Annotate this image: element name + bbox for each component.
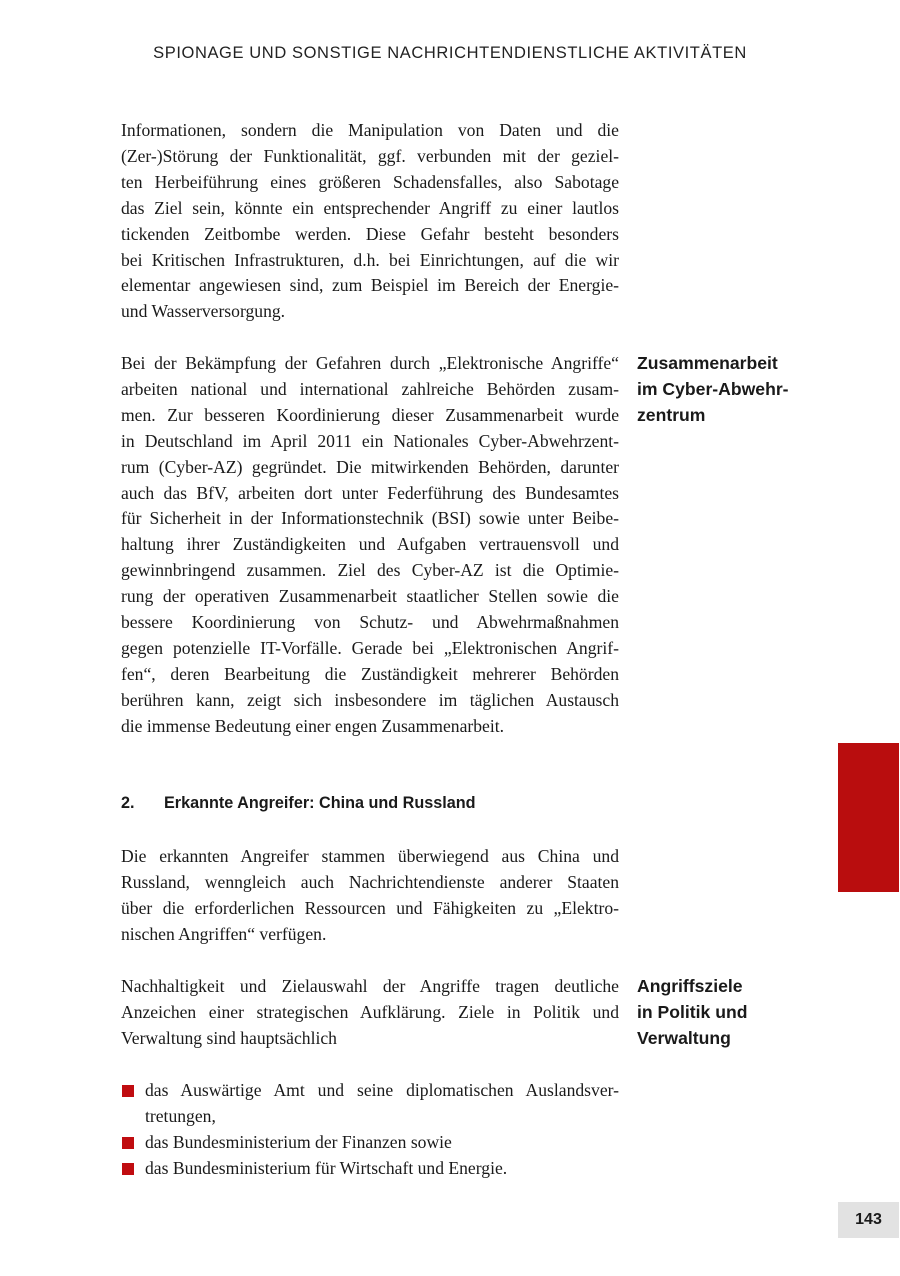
red-square-bullet-icon [122, 1137, 134, 1149]
paragraph-1: Informationen, sondern die Manipulation von Daten und die (Zer-)Störung der Funktionalität, ggf. verbunden mit der geziel- ten Herbeiführung eines größeren Schadensfalles, also Sabotage das Ziel sein, könnte ein entsprechender Angriff zu einer lautlos tickenden Zeitbombe werden. Diese Gefahr besteht besonders bei Kritischen Infrastrukturen, d.h. bei Einrichtungen, auf die wir elementar angewiesen sind, zum Beispiel im Bereich der Energie- und Wasserversorgung. [121, 120, 619, 322]
target-list [121, 1078, 619, 1182]
page-number: 143 [838, 1202, 899, 1238]
running-header: SPIONAGE UND SONSTIGE NACHRICHTENDIENSTLICHE AKTIVITÄTEN [153, 44, 747, 62]
section-title: Erkannte Angreifer: China und Russland [164, 794, 476, 812]
list-item: das Auswärtige Amt und seine diplomatischen Auslandsver- tretungen, [121, 1078, 619, 1130]
chapter-tab-marker [838, 743, 899, 892]
margin-note-cyber-abwehrzentrum: Zusammenarbeit im Cyber-Abwehr- zentrum [637, 353, 789, 425]
list-item: das Bundesministerium der Finanzen sowie [121, 1130, 619, 1156]
section-heading [121, 794, 476, 813]
margin-note-angriffsziele: Angriffsziele in Politik und Verwaltung [637, 976, 748, 1048]
paragraph-4: Nachhaltigkeit und Zielauswahl der Angriffe tragen deutliche Anzeichen einer strategischen Aufklärung. Ziele in Politik und Verwaltung sind hauptsächlich [121, 976, 619, 1048]
red-square-bullet-icon [122, 1163, 134, 1175]
section-number: 2. [121, 794, 135, 812]
red-square-bullet-icon [122, 1085, 134, 1097]
paragraph-3: Die erkannten Angreifer stammen überwiegend aus China und Russland, wenngleich auch Nachrichtendienste anderer Staaten über die erforderlichen Ressourcen und Fähigkeiten zu „Elektro- nischen Angriffen“ verfügen. [121, 846, 619, 944]
list-item: das Bundesministerium für Wirtschaft und Energie. [121, 1156, 619, 1182]
paragraph-2: Bei der Bekämpfung der Gefahren durch „Elektronische Angriffe“ arbeiten national und international zahlreiche Behörden zusam- men. Zur besseren Koordinierung dieser Zusammenarbeit wurde in Deutschland im April 2011 ein Nationales Cyber-Abwehrzent- rum (Cyber-AZ) gegründet. Die mitwirkenden Behörden, darunter auch das BfV, arbeiten dort unter Federführung des Bundesamtes für Sicherheit in der Informationstechnik (BSI) sowie unter Beibe- haltung ihrer Zuständigkeiten und Aufgaben vertrauensvoll und gewinnbringend zusammen. Ziel des Cyber-AZ ist die Optimie- rung der operativen Zusammenarbeit staatlicher Stellen sowie die bessere Koordinierung von Schutz- und Abwehrmaßnahmen gegen potenzielle IT-Vorfälle. Gerade bei „Elektronischen Angrif- fen“, deren Bearbeitung die Zuständigkeit mehrerer Behörden berühren kann, zeigt sich insbesondere im täglichen Austausch die immense Bedeutung einer engen Zusammenarbeit. [121, 353, 619, 736]
